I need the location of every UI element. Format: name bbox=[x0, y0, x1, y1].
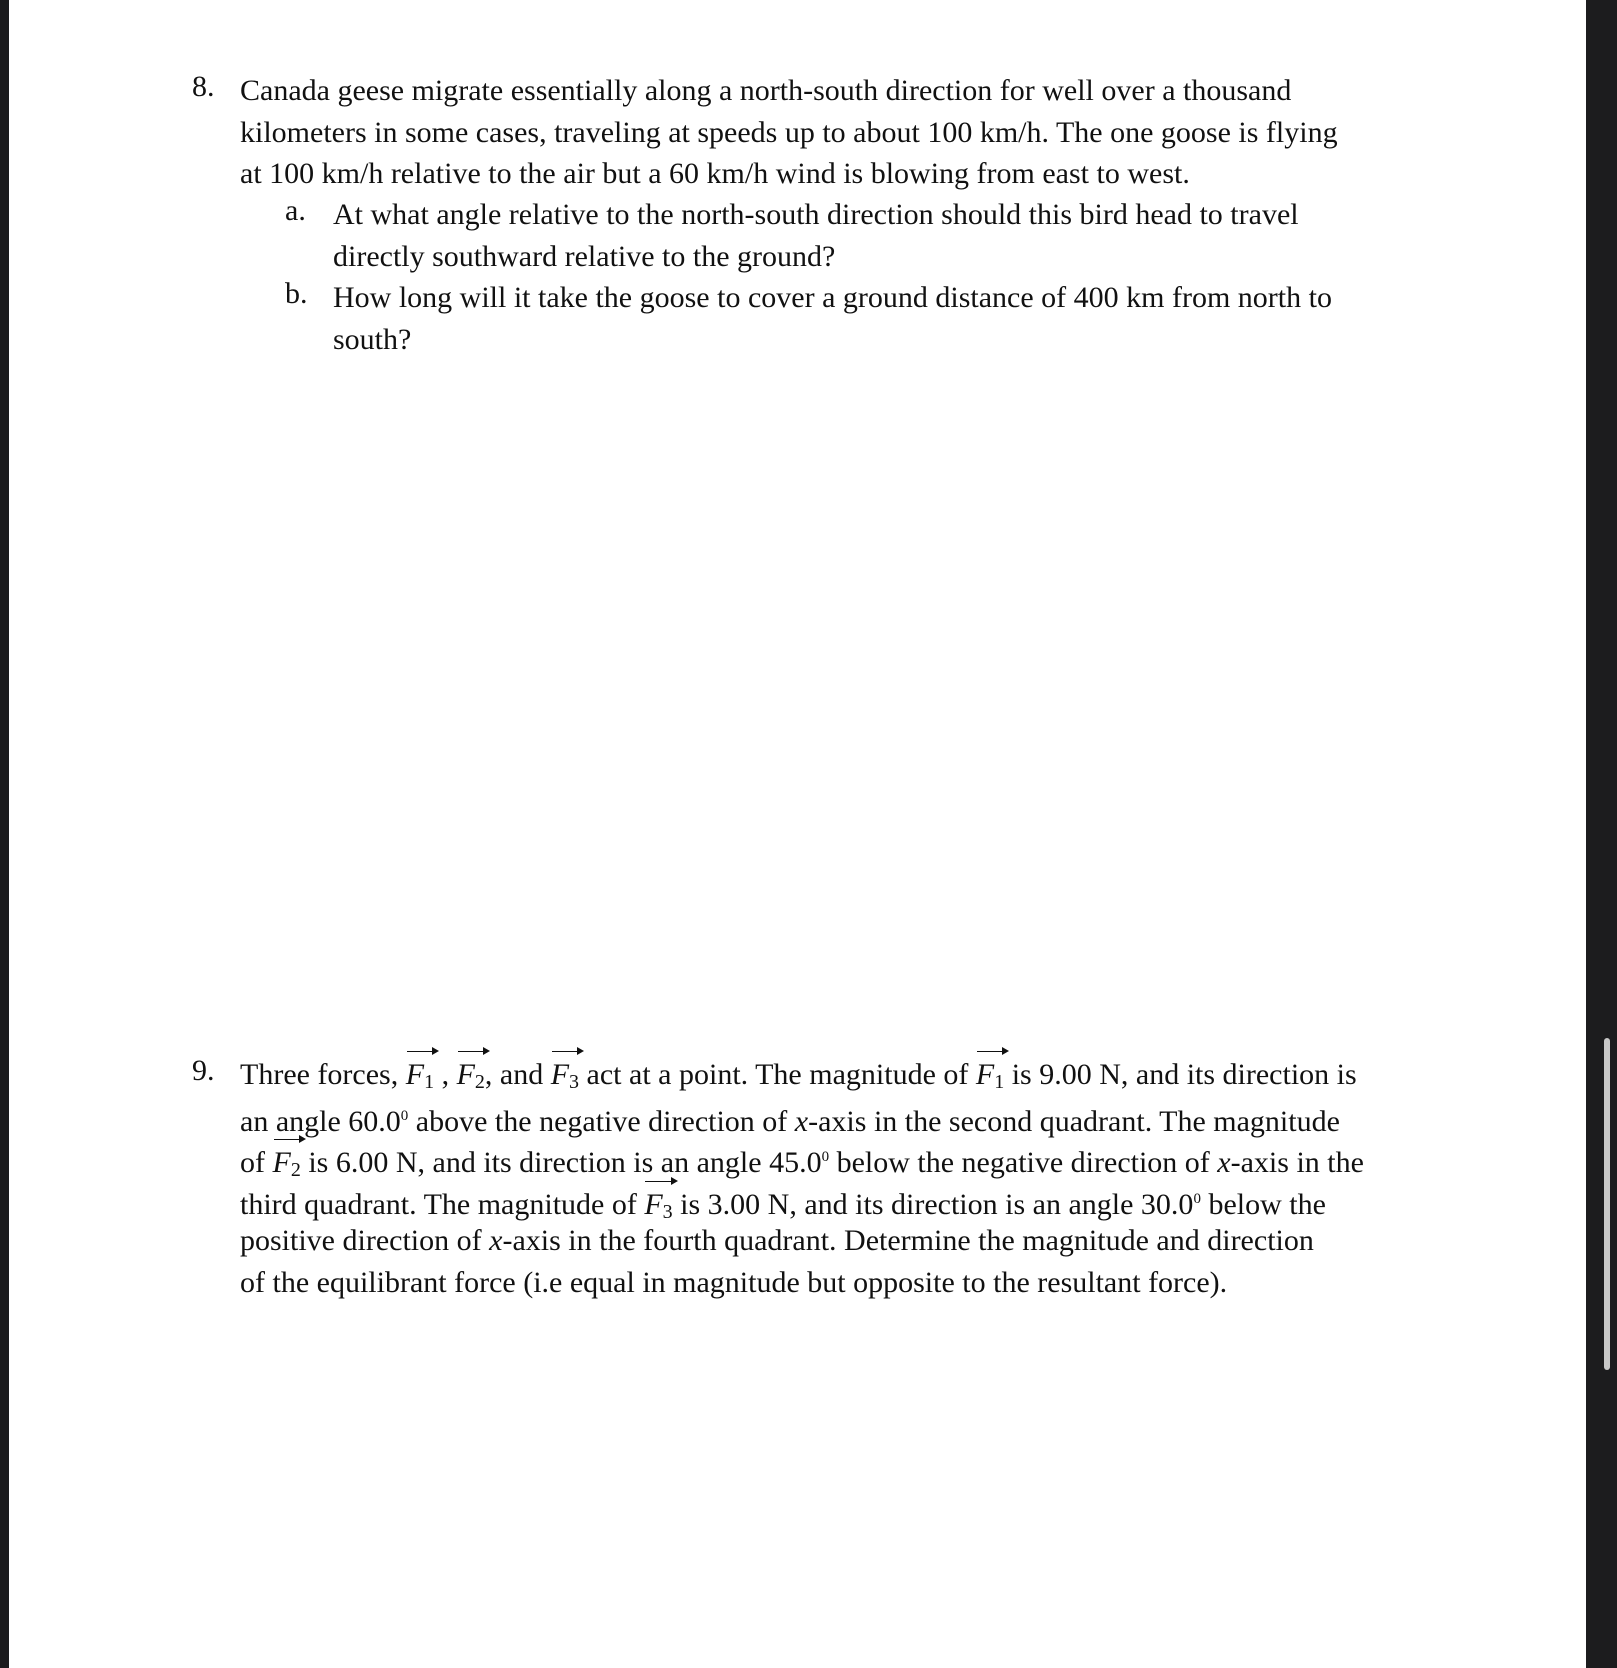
vector-f2-subscript: 2 bbox=[290, 1159, 301, 1181]
degree-mark: 0 bbox=[1193, 1190, 1201, 1207]
vector-f1-subscript: 1 bbox=[424, 1071, 435, 1093]
q8-line-1: Canada geese migrate essentially along a north-south direction for well over a thousand bbox=[240, 74, 1292, 107]
q9-line-4-seg: is 3.00 N, and its direction is an angle 30.0 bbox=[672, 1187, 1194, 1221]
question-8-number: 8. bbox=[192, 70, 215, 103]
x-variable: x bbox=[1217, 1146, 1231, 1179]
vector-f2-subscript: 2 bbox=[474, 1071, 485, 1093]
scrollbar-thumb[interactable] bbox=[1604, 1038, 1610, 1370]
vector-f1-symbol: F bbox=[405, 1058, 425, 1091]
q9-line-1 bbox=[240, 1054, 1420, 1096]
q9-line-1-seg: is 9.00 N, and its direction is bbox=[1004, 1058, 1357, 1091]
vector-f3 bbox=[551, 1054, 579, 1104]
vector-f3-symbol: F bbox=[550, 1058, 570, 1091]
vector-f2-symbol: F bbox=[272, 1146, 291, 1179]
vector-f1-symbol: F bbox=[975, 1058, 995, 1091]
q9-line-1-seg: Three forces, bbox=[240, 1058, 406, 1091]
q9-line-1-seg: act at a point. The magnitude of bbox=[579, 1058, 976, 1091]
x-variable: x bbox=[794, 1104, 809, 1138]
question-8-text bbox=[240, 70, 1420, 195]
question-9-number: 9. bbox=[192, 1054, 215, 1087]
vector-f3-symbol: F bbox=[644, 1187, 663, 1221]
q8-part-a-line-2: directly southward relative to the ground? bbox=[333, 239, 836, 273]
q9-line-5-seg: positive direction of bbox=[240, 1224, 490, 1257]
vector-f2-symbol: F bbox=[456, 1058, 475, 1091]
q9-line-4-seg: third quadrant. The magnitude of bbox=[240, 1187, 645, 1221]
q9-line-6: of the equilibrant force (i.e equal in magnitude but opposite to the resultant force). bbox=[240, 1265, 1228, 1299]
question-9-text bbox=[240, 1054, 1420, 1303]
vector-f3-subscript: 3 bbox=[662, 1200, 673, 1223]
degree-mark: 0 bbox=[821, 1149, 830, 1165]
q8-part-b-line-1: How long will it take the goose to cover a ground distance of 400 km from north to bbox=[333, 281, 1332, 314]
vector-f1-subscript: 1 bbox=[994, 1071, 1005, 1093]
x-variable: x bbox=[489, 1224, 503, 1257]
q9-line-3-seg: is 6.00 N, and its direction is an angle 45.0 bbox=[300, 1146, 822, 1179]
q9-line-5-seg: -axis in the fourth quadrant. Determine the magnitude and direction bbox=[502, 1224, 1314, 1257]
q8-part-b-text bbox=[333, 277, 1332, 360]
q8-line-2: kilometers in some cases, traveling at speeds up to about 100 km/h. The one goose is flying bbox=[240, 115, 1338, 149]
q9-line-2-seg: above the negative direction of bbox=[408, 1104, 795, 1138]
q9-line-4 bbox=[240, 1179, 1420, 1221]
q9-line-2-seg: an angle 60.0 bbox=[240, 1104, 401, 1138]
left-edge bbox=[0, 0, 9, 1668]
q9-line-2-seg: -axis in the second quadrant. The magnitude bbox=[808, 1104, 1340, 1138]
q9-line-3-seg: below the negative direction of bbox=[829, 1146, 1218, 1179]
q9-line-1-seg: , and bbox=[484, 1058, 551, 1091]
q9-line-3 bbox=[240, 1137, 1420, 1179]
q8-part-b-line-2: south? bbox=[333, 322, 412, 356]
degree-mark: 0 bbox=[400, 1107, 409, 1124]
scrollbar-track[interactable] bbox=[1586, 0, 1617, 1668]
vector-f3-subscript: 3 bbox=[569, 1071, 580, 1093]
q8-part-a-text bbox=[333, 194, 1299, 277]
q8-part-a-label: a. bbox=[285, 194, 306, 227]
q8-line-3: at 100 km/h relative to the air but a 60 km/h wind is blowing from east to west. bbox=[240, 157, 1190, 190]
vector-f3 bbox=[644, 1184, 672, 1234]
q9-line-4-seg: below the bbox=[1200, 1187, 1326, 1221]
vector-f2 bbox=[457, 1054, 485, 1104]
q9-line-5 bbox=[240, 1220, 1420, 1262]
vector-f1 bbox=[406, 1054, 434, 1104]
document-page bbox=[9, 0, 1586, 1668]
q8-part-a-line-1: At what angle relative to the north-south direction should this bird head to travel bbox=[333, 198, 1299, 231]
vector-f1 bbox=[976, 1054, 1004, 1104]
q9-line-1-seg: , bbox=[434, 1058, 457, 1091]
q9-line-3-seg: of bbox=[240, 1146, 273, 1179]
vector-f2 bbox=[273, 1142, 301, 1192]
q8-part-b-label: b. bbox=[285, 277, 308, 310]
q9-line-3-seg: -axis in the bbox=[1230, 1146, 1364, 1179]
